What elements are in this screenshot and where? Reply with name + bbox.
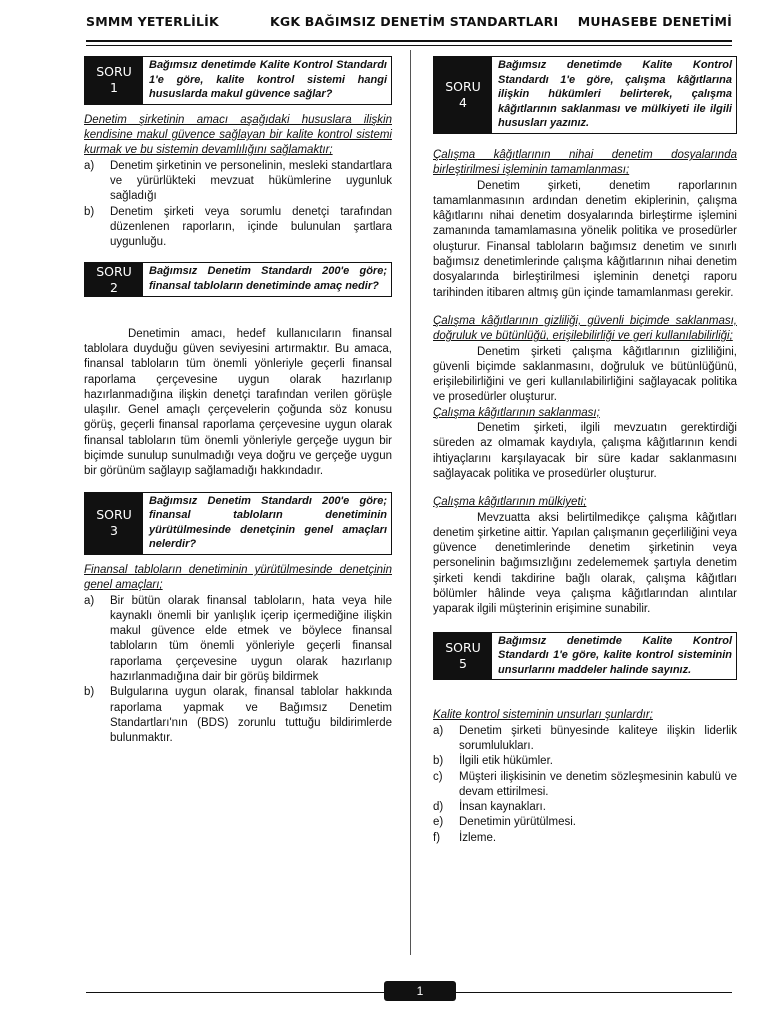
question-label-5 [434,633,492,680]
list-letter: a) [433,724,444,737]
list-letter: d) [433,801,444,814]
list-item [433,831,737,846]
list-item [433,800,737,815]
list-letter: f) [433,831,441,844]
list-item [84,205,392,251]
list-item [433,754,737,769]
list-item [84,685,392,746]
page-header [86,14,732,34]
header-left-title: SMMM YETERLİLİK [86,14,219,29]
question-label-text: SORU [445,639,481,655]
column-divider [410,50,411,955]
section-text: Denetim şirketi çalışma kâğıtlarının gizliliğini, güvenli biçimde saklanmasını, doğruluk ve bütünlüğünü, erişilebilirliğini ve geri kullanılabilirliğini sağlayacak politika ve prosedürler oluşturur. [433,345,737,404]
list-text: İlgili etik hükümler. [459,755,553,768]
list-item [433,815,737,830]
list-item [84,594,392,686]
question-label-1 [85,57,143,104]
question-label-text: SORU [96,507,132,523]
answer-paragraph-2: Denetimin amacı, hedef kullanıcıların finansal tablolara duyduğu güven seviyesini artırmaktır. Bu amaca, finansal tabloların tüm önemli yönleriyle geçerli finansal raporlama çerçevesine uygun olarak hazırlanıp hazırlanmadığına ilişkin denetçi tarafından verilen görüşle ulaşılır. Genel amaçlı çerçevelerin çoğunda söz konusu görüş, geçerli finansal raporlama çerçevesine uygun olarak finansal tabloların tüm önemli yönleriyle gerçeğe uygun bir biçimde sunulup sunulmadığı veya doğru ve gerçeğe uygun bir görünüm sağlayıp sağlamadığı hakkındadır. [84,327,392,478]
list-text: Denetim şirketinin ve personelinin, mesleki standartlara ve yürürlükteki mevzuat hükümlerine uygunluk sağladığı [110,159,392,203]
right-column [433,56,737,846]
question-box-5 [433,632,737,681]
list-letter: e) [433,816,444,829]
list-text: Denetimin yürütülmesi. [459,816,576,829]
header-center-title: KGK BAĞIMSIZ DENETİM STANDARTLARI [270,14,559,29]
list-letter: b) [84,205,95,218]
answer-intro-5: Kalite kontrol sisteminin unsurları şunlardır; [433,709,653,722]
question-number: 1 [110,80,118,96]
list-text: Müşteri ilişkisinin ve denetim sözleşmesinin kabulü ve devam ettirilmesi. [459,770,737,798]
section-heading: Çalışma kâğıtlarının gizliliği, güvenli biçimde saklanması, doğruluk ve bütünlüğü, erişilebilirliği ve geri kullanılabilirliği; [433,314,737,343]
list-letter: c) [433,770,443,783]
list-letter: a) [84,594,95,607]
list-letter: b) [433,755,444,768]
list-text: Bulgularına uygun olarak, finansal tablolar hakkında raporlama yapmak ve Bağımsız Denetim Standartları'nın (BDS) zorunlu tuttuğu bildirimlerde bulunmaktır. [110,686,392,745]
answer-intro-3: Finansal tabloların denetiminin yürütülmesinde denetçinin genel amaçları; [84,563,392,592]
section-text: Mevzuatta aksi belirtilmedikçe çalışma kâğıtları denetim şirketine aittir. Yapılan çalışmanın geçerliliğini veya güvence denetimlerinde denetim şirketinin veya personelinin bağımsızlığını zedelememek şartıyla denetim şirketi kendi takdirine bağlı olarak, çalışma kâğıtları bölümler hâlinde veya çalışma kâğıtlarından alıntılar yaparak ilgili müşterinin erişimine sunabilir. [433,511,737,616]
question-number: 4 [459,94,467,110]
section-text: Denetim şirketi, ilgili mevzuatın gerektirdiği süreden az olmamak kaydıyla, çalışma kâğıtlarının kendi ihtiyaçlarını karşılayacak bir süre kadar saklanmasını sağlayacak politika ve prosedürler oluşturur. [433,422,737,480]
list-text: Bir bütün olarak finansal tabloların, hata veya hile kaynaklı önemli bir yanlışlık içerip içermediğine ilişkin makul güvence elde etmek ve böylece finansal tabloların tüm önemli yönleriyle geçerli finansal raporlama çerçevesine uygun olarak hazırlanıp hazırlanmadığına dair bir görüş bildirmek [110,594,392,684]
section-heading: Çalışma kâğıtlarının mülkiyeti; [433,496,587,509]
list-text: İnsan kaynakları. [459,801,546,814]
section-heading: Çalışma kâğıtlarının nihai denetim dosyalarında birleştirilmesi işleminin tamamlanması; [433,148,737,177]
question-text-1: Bağımsız denetimde Kalite Kontrol Standardı 1'e göre, kalite kontrol sistemi hangi hususlarda makul güvence sağlar? [149,59,387,101]
question-box-3 [84,492,392,555]
section-text: Denetim şirketi, denetim raporlarının tamamlanmasının ardından denetim ekiplerinin, çalışma kâğıtlarını nihai denetim dosyalarında birleştirme işlemini zamanında tamamlamasına yönelik politika ve prosedürler oluşturur. Finansal tabloların bağımsız denetim ve sınırlı bağımsız denetimlerinde çalışma kâğıtlarının nihai denetim dosyalarında birleştirilmesi işleminin denetçi raporu tarihinden itibaren altmış gün içinde tamamlanması gerekir. [433,179,737,299]
question-text-5: Bağımsız denetimde Kalite Kontrol Standardı 1'e göre, kalite kontrol sisteminin unsurlarını maddeler halinde sayınız. [498,634,732,676]
list-text: Denetim şirketi bünyesinde kaliteye ilişkin liderlik sorumlulukları. [459,724,737,752]
header-rule-thick [86,40,732,42]
answer-intro-1: Denetim şirketinin amacı aşağıdaki hususlara ilişkin kendisine makul güvence sağlayan bir kalite kontrol sistemi kurmak ve bu sistemin devamlılığını sağlamaktır; [84,113,392,157]
question-text-2: Bağımsız Denetim Standardı 200'e göre; finansal tabloların denetiminde amaç nedir? [149,265,387,293]
question-number: 5 [459,655,467,671]
question-text-3: Bağımsız Denetim Standardı 200'e göre; finansal tabloların denetiminin yürütülmesinde denetçinin genel amaçları nelerdir? [149,494,387,551]
list-item [84,159,392,205]
question-label-2 [85,263,143,295]
list-letter: a) [84,159,95,172]
left-column [84,56,392,747]
list-item [433,724,737,755]
section-heading: Çalışma kâğıtlarının saklanması; [433,406,600,419]
question-label-text: SORU [96,263,132,279]
list-text: Denetim şirketi veya sorumlu denetçi tarafından düzenlenen raporların, içinde bulunulan şartlara uygunluğu. [110,205,392,249]
question-label-3 [85,493,143,554]
question-label-4 [434,57,492,133]
question-label-text: SORU [96,64,132,80]
question-text-4: Bağımsız denetimde Kalite Kontrol Standardı 1'e göre, çalışma kâğıtlarına ilişkin hükümleri belirterek, çalışma kâğıtlarının saklanması ve mülkiyeti ile ilgili hususları yazınız. [498,59,732,130]
question-box-1 [84,56,392,105]
list-text: İzleme. [459,831,497,844]
question-label-text: SORU [445,78,481,94]
question-box-4 [433,56,737,134]
question-box-2 [84,262,392,296]
header-rule-thin [86,45,732,46]
question-number: 3 [110,523,118,539]
header-right-title: MUHASEBE DENETİMİ [577,14,732,29]
page-number: 1 [384,981,456,1001]
list-letter: b) [84,686,95,699]
list-item [433,770,737,801]
question-number: 2 [110,279,118,295]
